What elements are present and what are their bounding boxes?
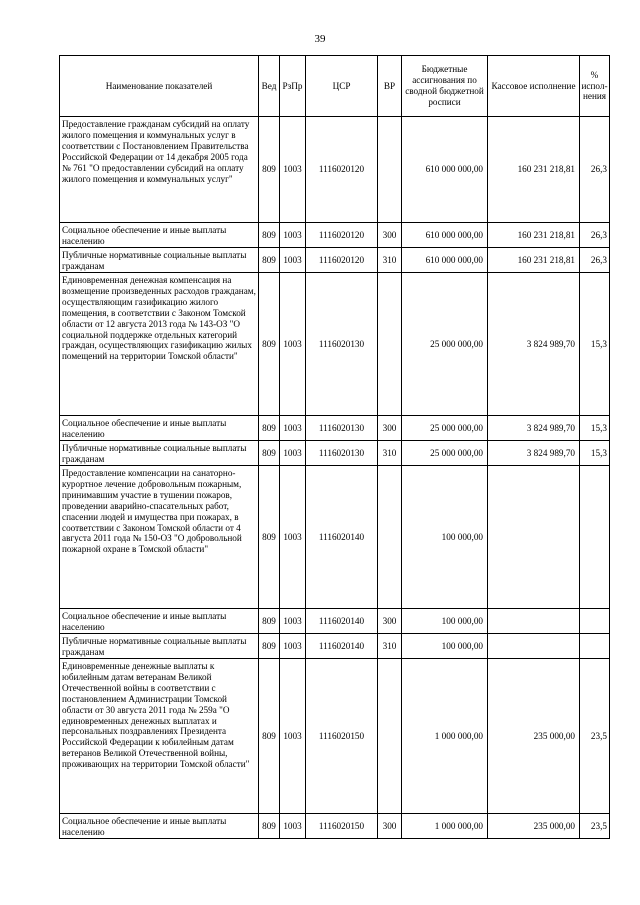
row-rzpr: 1003 bbox=[280, 117, 306, 223]
row-ved: 809 bbox=[259, 659, 280, 814]
row-cash bbox=[488, 609, 580, 634]
row-cash: 235 000,00 bbox=[488, 659, 580, 814]
row-csr: 1116020150 bbox=[306, 659, 378, 814]
row-cash: 160 231 218,81 bbox=[488, 223, 580, 248]
row-csr: 1116020120 bbox=[306, 248, 378, 273]
row-assigned: 610 000 000,00 bbox=[402, 248, 488, 273]
row-percent: 15,3 bbox=[580, 273, 610, 416]
header-percent: % испол-нения bbox=[580, 56, 610, 117]
row-percent: 15,3 bbox=[580, 416, 610, 441]
row-csr: 1116020150 bbox=[306, 814, 378, 839]
header-assigned: Бюджетные ассигнования по сводной бюджетной росписи bbox=[402, 56, 488, 117]
row-vr bbox=[378, 466, 402, 609]
row-percent bbox=[580, 634, 610, 659]
row-csr: 1116020120 bbox=[306, 117, 378, 223]
row-vr: 310 bbox=[378, 248, 402, 273]
row-name: Социальное обеспечение и иные выплаты населению bbox=[60, 814, 259, 839]
row-cash: 3 824 989,70 bbox=[488, 273, 580, 416]
row-csr: 1116020120 bbox=[306, 223, 378, 248]
row-csr: 1116020140 bbox=[306, 466, 378, 609]
page-number: 39 bbox=[314, 33, 326, 45]
header-cash: Кассовое исполнение bbox=[488, 56, 580, 117]
row-vr: 310 bbox=[378, 634, 402, 659]
row-csr: 1116020130 bbox=[306, 441, 378, 466]
row-assigned: 100 000,00 bbox=[402, 466, 488, 609]
row-cash bbox=[488, 634, 580, 659]
row-name: Публичные нормативные социальные выплаты гражданам bbox=[60, 441, 259, 466]
row-name: Единовременные денежные выплаты к юбилейным датам ветеранам Великой Отечественной войны в соответствии с постановлением Администрации Томской области от 30 августа 2011 года № 259а "О единовременных денежных выплатах и персональных поздравлениях Президента Российской Федерации к юбилейным датам ветеранов Великой Отечественной войны, проживающих на территории Томской области" bbox=[60, 659, 259, 814]
row-vr bbox=[378, 117, 402, 223]
row-ved: 809 bbox=[259, 223, 280, 248]
row-cash: 3 824 989,70 bbox=[488, 416, 580, 441]
row-vr: 300 bbox=[378, 609, 402, 634]
header-rzpr: РзПр bbox=[280, 56, 306, 117]
row-ved: 809 bbox=[259, 273, 280, 416]
row-assigned: 100 000,00 bbox=[402, 634, 488, 659]
row-cash: 160 231 218,81 bbox=[488, 117, 580, 223]
row-rzpr: 1003 bbox=[280, 659, 306, 814]
table-row bbox=[60, 634, 610, 659]
row-vr bbox=[378, 273, 402, 416]
table-row bbox=[60, 814, 610, 839]
row-vr: 300 bbox=[378, 223, 402, 248]
row-name: Социальное обеспечение и иные выплаты населению bbox=[60, 223, 259, 248]
row-name: Социальное обеспечение и иные выплаты населению bbox=[60, 609, 259, 634]
table-row bbox=[60, 248, 610, 273]
row-cash: 160 231 218,81 bbox=[488, 248, 580, 273]
header-csr: ЦСР bbox=[306, 56, 378, 117]
row-rzpr: 1003 bbox=[280, 223, 306, 248]
row-name: Публичные нормативные социальные выплаты гражданам bbox=[60, 634, 259, 659]
row-percent: 15,3 bbox=[580, 441, 610, 466]
row-rzpr: 1003 bbox=[280, 466, 306, 609]
row-ved: 809 bbox=[259, 416, 280, 441]
row-percent bbox=[580, 609, 610, 634]
row-percent: 23,5 bbox=[580, 659, 610, 814]
row-rzpr: 1003 bbox=[280, 814, 306, 839]
table-row bbox=[60, 117, 610, 223]
row-ved: 809 bbox=[259, 466, 280, 609]
row-assigned: 610 000 000,00 bbox=[402, 117, 488, 223]
table-row bbox=[60, 273, 610, 416]
row-vr bbox=[378, 659, 402, 814]
row-rzpr: 1003 bbox=[280, 441, 306, 466]
table-header-row bbox=[60, 56, 610, 117]
header-ved: Вед bbox=[259, 56, 280, 117]
row-cash: 235 000,00 bbox=[488, 814, 580, 839]
row-name: Предоставление гражданам субсидий на оплату жилого помещения и коммунальных услуг в соответствии с Постановлением Правительства Российской Федерации от 14 декабря 2005 года № 761 "О предоставлении субсидий на оплату жилого помещения и коммунальных услуг" bbox=[60, 117, 259, 223]
row-name: Единовременная денежная компенсация на возмещение произведенных расходов гражданам, осуществляющим газификацию жилого помещения, в соответствии с Законом Томской области от 12 августа 2013 года № 143-ОЗ "О социальной поддержке отдельных категорий граждан, осуществляющих газификацию жилых помещений на территории Томской области" bbox=[60, 273, 259, 416]
row-csr: 1116020140 bbox=[306, 634, 378, 659]
row-ved: 809 bbox=[259, 609, 280, 634]
row-csr: 1116020140 bbox=[306, 609, 378, 634]
row-assigned: 1 000 000,00 bbox=[402, 659, 488, 814]
row-name: Публичные нормативные социальные выплаты гражданам bbox=[60, 248, 259, 273]
row-percent: 23,5 bbox=[580, 814, 610, 839]
table-row bbox=[60, 609, 610, 634]
table-row bbox=[60, 223, 610, 248]
budget-execution-table bbox=[59, 55, 610, 839]
row-percent: 26,3 bbox=[580, 248, 610, 273]
row-assigned: 1 000 000,00 bbox=[402, 814, 488, 839]
table-row bbox=[60, 441, 610, 466]
row-csr: 1116020130 bbox=[306, 416, 378, 441]
row-percent bbox=[580, 466, 610, 609]
row-vr: 310 bbox=[378, 441, 402, 466]
row-csr: 1116020130 bbox=[306, 273, 378, 416]
row-rzpr: 1003 bbox=[280, 248, 306, 273]
row-ved: 809 bbox=[259, 634, 280, 659]
table-row bbox=[60, 416, 610, 441]
row-rzpr: 1003 bbox=[280, 634, 306, 659]
row-ved: 809 bbox=[259, 441, 280, 466]
row-cash bbox=[488, 466, 580, 609]
row-ved: 809 bbox=[259, 117, 280, 223]
row-assigned: 25 000 000,00 bbox=[402, 273, 488, 416]
row-name: Предоставление компенсации на санаторно-курортное лечение добровольным пожарным, принимавшим участие в тушении пожаров, проведении аварийно-спасательных работ, спасении людей и имущества при пожарах, в соответствии с Законом Томской области от 4 августа 2011 года № 150-ОЗ "О добровольной пожарной охране в Томской области" bbox=[60, 466, 259, 609]
row-percent: 26,3 bbox=[580, 117, 610, 223]
row-assigned: 25 000 000,00 bbox=[402, 416, 488, 441]
header-vr: ВР bbox=[378, 56, 402, 117]
row-rzpr: 1003 bbox=[280, 416, 306, 441]
row-vr: 300 bbox=[378, 814, 402, 839]
row-vr: 300 bbox=[378, 416, 402, 441]
row-assigned: 100 000,00 bbox=[402, 609, 488, 634]
row-name: Социальное обеспечение и иные выплаты населению bbox=[60, 416, 259, 441]
row-rzpr: 1003 bbox=[280, 273, 306, 416]
table-row bbox=[60, 659, 610, 814]
row-assigned: 25 000 000,00 bbox=[402, 441, 488, 466]
row-cash: 3 824 989,70 bbox=[488, 441, 580, 466]
row-ved: 809 bbox=[259, 248, 280, 273]
row-percent: 26,3 bbox=[580, 223, 610, 248]
header-name: Наименование показателей bbox=[60, 56, 259, 117]
row-rzpr: 1003 bbox=[280, 609, 306, 634]
table-row bbox=[60, 466, 610, 609]
row-assigned: 610 000 000,00 bbox=[402, 223, 488, 248]
row-ved: 809 bbox=[259, 814, 280, 839]
